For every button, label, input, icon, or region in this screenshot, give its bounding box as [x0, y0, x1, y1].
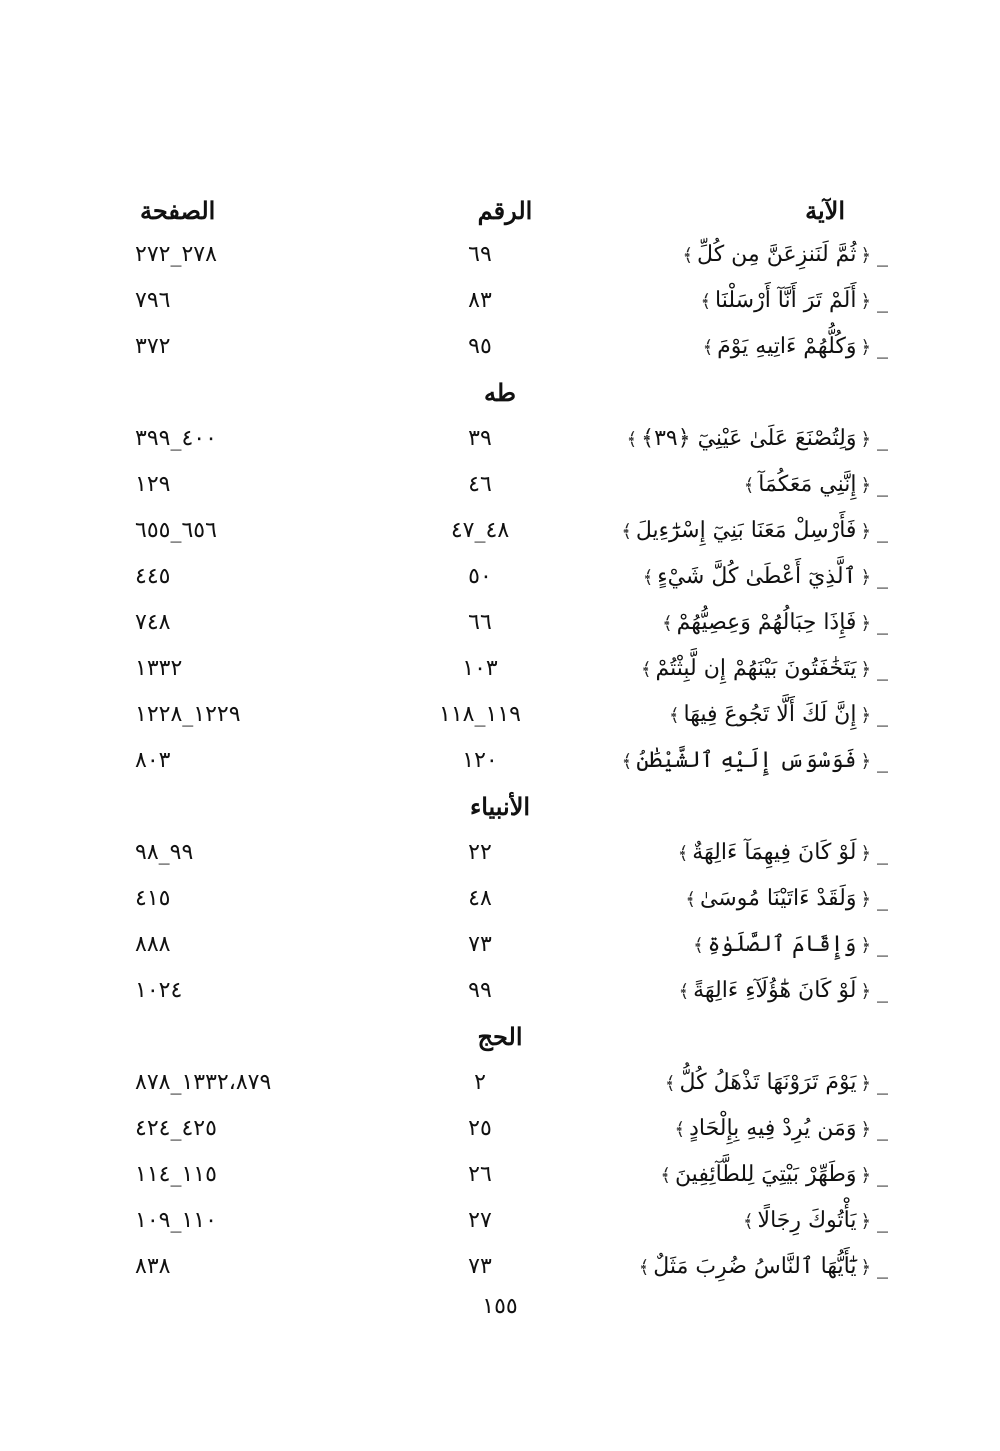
ornate-bracket-open-icon: ﴿: [860, 521, 871, 542]
verse-text: وَكُلُّهُمْ ءَاتِيهِ يَوْمَ: [717, 334, 857, 359]
dash-marker: _: [877, 564, 888, 589]
verse-cell: [639, 1252, 888, 1283]
ornate-bracket-open-icon: ﴿: [860, 1257, 871, 1278]
verse-number-cell: ٧٣: [468, 1254, 492, 1279]
verse-cell: [685, 884, 888, 915]
page-ref-cell: ٤٢٥_٤٢٤: [135, 1116, 217, 1141]
page-ref-cell: ١١٠_١٠٩: [135, 1208, 217, 1233]
ornate-bracket-open-icon: ﴿: [860, 1073, 871, 1094]
ornate-bracket-close-icon: ﴾: [677, 843, 689, 864]
page-ref-cell: ٤٠٠_٣٩٩: [135, 426, 217, 451]
verse-cell: [627, 424, 888, 455]
dash-marker: _: [877, 334, 888, 359]
dash-marker: _: [877, 978, 888, 1003]
table-row: [0, 1244, 1000, 1290]
ornate-bracket-open-icon: ﴿: [860, 705, 871, 726]
ornate-bracket-close-icon: ﴾: [742, 1211, 754, 1232]
table-row: [0, 1060, 1000, 1106]
ornate-bracket-open-icon: ﴿: [860, 429, 871, 450]
page-ref-cell: ٨٠٣: [135, 748, 171, 773]
verse-text: أَلَمْ تَرَ أَنَّآ أَرْسَلْنَا: [715, 288, 857, 313]
verse-text: إِنَّنِي مَعَكُمَآ: [758, 472, 857, 497]
page-ref-cell: ١٢٢٩_١٢٢٨: [135, 702, 241, 727]
verse-cell: [641, 654, 888, 685]
verse-number-cell: ٢٥: [468, 1116, 492, 1141]
ornate-bracket-close-icon: ﴾: [700, 291, 712, 312]
verse-cell: [744, 470, 888, 501]
page-ref-cell: ١٠٢٤: [135, 978, 183, 1003]
section-title: الأنبياء: [469, 792, 531, 821]
verse-number-cell: ١٢٠: [462, 748, 498, 773]
section-heading-row: [0, 1014, 1000, 1060]
ornate-bracket-open-icon: ﴿: [860, 981, 871, 1002]
ornate-bracket-close-icon: ﴾: [682, 245, 694, 266]
page-ref-cell: ١٣٣٢: [135, 656, 183, 681]
table-row: [0, 1152, 1000, 1198]
verse-number-cell: ٢: [474, 1070, 486, 1095]
verse-cell: [643, 562, 888, 593]
verse-cell: [660, 1160, 888, 1191]
ornate-bracket-open-icon: ﴿: [860, 935, 871, 956]
ornate-bracket-close-icon: ﴾: [685, 889, 696, 910]
dash-marker: _: [877, 1208, 888, 1233]
dash-marker: _: [877, 656, 888, 681]
ornate-bracket-open-icon: ﴿: [860, 843, 871, 864]
verse-cell: [743, 1206, 888, 1237]
table-row: [0, 830, 1000, 876]
header-number: الرقم: [477, 196, 533, 225]
section-heading-row: [0, 784, 1000, 830]
page-ref-cell: ١٢٩: [135, 472, 171, 497]
verse-number-cell: ٤٨: [468, 886, 492, 911]
ornate-bracket-open-icon: ﴿: [860, 751, 871, 772]
verse-text: ٱلَّذِيٓ أَعْطَىٰ كُلَّ شَيْءٍ: [657, 564, 857, 589]
dash-marker: _: [877, 518, 888, 543]
verse-cell: [675, 1114, 888, 1145]
ornate-bracket-close-icon: ﴾: [621, 521, 632, 542]
dash-marker: _: [877, 932, 888, 957]
table-row: [0, 738, 1000, 784]
verse-cell: [703, 332, 888, 363]
verse-text: وَمَن يُرِدْ فِيهِ بِإِلْحَادٍ: [689, 1116, 857, 1141]
ornate-bracket-close-icon: ﴾: [640, 659, 652, 680]
page-ref-cell: ١١٥_١١٤: [135, 1162, 217, 1187]
section-title: الحج: [477, 1022, 523, 1051]
dash-marker: _: [877, 1254, 888, 1279]
header-page: الصفحة: [140, 196, 216, 225]
ornate-bracket-open-icon: ﴿: [860, 659, 871, 680]
dash-marker: _: [877, 702, 888, 727]
table-row: [0, 1106, 1000, 1152]
table-row: [0, 416, 1000, 462]
dash-marker: _: [877, 748, 888, 773]
page-ref-cell: ٦٥٦_٦٥٥: [135, 518, 217, 543]
table-row: [0, 922, 1000, 968]
ornate-bracket-close-icon: ﴾: [662, 613, 673, 634]
table-row: [0, 1198, 1000, 1244]
table-row: [0, 508, 1000, 554]
verse-number-cell: ١١٩_١١٨: [439, 702, 521, 727]
ornate-bracket-close-icon: ﴾: [660, 1165, 671, 1186]
dash-marker: _: [877, 1070, 888, 1095]
verse-text: يَتَخَٰفَتُونَ بَيْنَهُمْ إِن لَّبِثْتُمْ: [655, 656, 857, 681]
table-row: [0, 600, 1000, 646]
verse-cell: [662, 608, 888, 639]
index-table: [0, 232, 1000, 1290]
verse-cell: [665, 1068, 888, 1099]
table-row: [0, 968, 1000, 1014]
verse-number-cell: ٢٢: [468, 840, 492, 865]
verse-cell: [622, 746, 888, 777]
ornate-bracket-close-icon: ﴾: [626, 429, 638, 450]
header-verse: الآية: [805, 196, 845, 225]
verse-text: وَلِتُصْنَعَ عَلَىٰ عَيْنِيٓ ﴿٣٩﴾: [641, 426, 857, 451]
ornate-bracket-open-icon: ﴿: [860, 475, 871, 496]
verse-number-cell: ٢٦: [468, 1162, 492, 1187]
verse-number-cell: ١٠٣: [462, 656, 498, 681]
ornate-bracket-close-icon: ﴾: [702, 337, 714, 358]
ornate-bracket-close-icon: ﴾: [664, 1073, 676, 1094]
verse-cell: [678, 838, 888, 869]
table-row: [0, 646, 1000, 692]
ornate-bracket-open-icon: ﴿: [860, 889, 871, 910]
section-title: طه: [484, 378, 516, 407]
verse-cell: [669, 700, 888, 731]
verse-text: فَوَسْوَسَ إِلَيْهِ ٱلشَّيْطَٰنُ: [636, 748, 857, 773]
dash-marker: _: [877, 1116, 888, 1141]
verse-number-cell: ٦٩: [468, 242, 492, 267]
verse-number-cell: ٨٣: [468, 288, 492, 313]
ornate-bracket-open-icon: ﴿: [860, 1165, 871, 1186]
dash-marker: _: [877, 242, 888, 267]
dash-marker: _: [877, 426, 888, 451]
ornate-bracket-open-icon: ﴿: [860, 1119, 871, 1140]
ornate-bracket-close-icon: ﴾: [674, 1119, 686, 1140]
table-row: [0, 324, 1000, 370]
ornate-bracket-close-icon: ﴾: [642, 567, 654, 588]
ornate-bracket-close-icon: ﴾: [668, 705, 680, 726]
page-ref-cell: ٧٩٦: [135, 288, 171, 313]
verse-number-cell: ٦٦: [468, 610, 492, 635]
verse-text: وَطَهِّرْ بَيْتِيَ لِلطَّآئِفِينَ: [674, 1162, 857, 1187]
page-ref-cell: ٢٧٨_٢٧٢: [135, 242, 217, 267]
page-ref-cell: ١٣٣٢،٨٧٩_٨٧٨: [135, 1070, 272, 1095]
verse-text: لَوْ كَانَ هَٰٓؤُلَآءِ ءَالِهَةً: [693, 978, 857, 1003]
ornate-bracket-close-icon: ﴾: [678, 981, 690, 1002]
ornate-bracket-open-icon: ﴿: [860, 291, 871, 312]
page-ref-cell: ٩٩_٩٨: [135, 840, 194, 865]
section-heading-row: [0, 370, 1000, 416]
verse-text: فَأَرْسِلْ مَعَنَا بَنِيٓ إِسْرَٰٓءِيلَ: [635, 518, 857, 543]
dash-marker: _: [877, 288, 888, 313]
ornate-bracket-close-icon: ﴾: [743, 475, 755, 496]
table-row: [0, 232, 1000, 278]
ornate-bracket-open-icon: ﴿: [860, 337, 871, 358]
verse-text: إِنَّ لَكَ أَلَّا تَجُوعَ فِيهَا: [683, 702, 857, 727]
ornate-bracket-close-icon: ﴾: [621, 751, 633, 772]
verse-text: يَوْمَ تَرَوْنَهَا تَذْهَلُ كُلُّ: [679, 1070, 857, 1095]
verse-text: ثُمَّ لَنَنزِعَنَّ مِن كُلِّ: [697, 242, 857, 267]
page-ref-cell: ٣٧٢: [135, 334, 171, 359]
verse-cell: [693, 930, 888, 961]
verse-text: يَأْتُوكَ رِجَالًا: [757, 1208, 857, 1233]
ornate-bracket-open-icon: ﴿: [860, 1211, 871, 1232]
verse-text: وَلَقَدْ ءَاتَيْنَا مُوسَىٰ: [699, 886, 857, 911]
dash-marker: _: [877, 840, 888, 865]
dash-marker: _: [877, 610, 888, 635]
verse-number-cell: ٧٣: [468, 932, 492, 957]
verse-text: وَإِقَامَ ٱلصَّلَوٰةِ: [707, 932, 857, 957]
verse-number-cell: ٢٧: [468, 1208, 492, 1233]
verse-text: لَوْ كَانَ فِيهِمَآ ءَالِهَةٌ: [692, 840, 857, 865]
verse-cell: [679, 976, 888, 1007]
verse-number-cell: ٩٥: [468, 334, 492, 359]
verse-text: فَإِذَا حِبَالُهُمْ وَعِصِيُّهُمْ: [676, 610, 857, 635]
page-ref-cell: ٨٨٨: [135, 932, 171, 957]
verse-number-cell: ٣٩: [468, 426, 492, 451]
page-ref-cell: ٨٣٨: [135, 1254, 171, 1279]
page-ref-cell: ٤٤٥: [135, 564, 171, 589]
page-number: ١٥٥: [482, 1294, 518, 1319]
dash-marker: _: [877, 472, 888, 497]
table-row: [0, 462, 1000, 508]
ornate-bracket-open-icon: ﴿: [860, 613, 871, 634]
table-row: [0, 692, 1000, 738]
verse-number-cell: ٩٩: [468, 978, 492, 1003]
table-row: [0, 278, 1000, 324]
verse-number-cell: ٥٠: [468, 564, 492, 589]
ornate-bracket-open-icon: ﴿: [860, 567, 871, 588]
table-row: [0, 554, 1000, 600]
table-row: [0, 876, 1000, 922]
verse-number-cell: ٤٨_٤٧: [450, 518, 510, 543]
dash-marker: _: [877, 886, 888, 911]
ornate-bracket-close-icon: ﴾: [693, 935, 704, 956]
page-ref-cell: ٧٤٨: [135, 610, 171, 635]
verse-number-cell: ٤٦: [468, 472, 492, 497]
page-ref-cell: ٤١٥: [135, 886, 171, 911]
dash-marker: _: [877, 1162, 888, 1187]
ornate-bracket-open-icon: ﴿: [860, 245, 871, 266]
ornate-bracket-close-icon: ﴾: [638, 1257, 650, 1278]
verse-cell: [683, 240, 889, 271]
verse-cell: [700, 286, 888, 317]
verse-text: يَٰٓأَيُّهَا ٱلنَّاسُ ضُرِبَ مَثَلٌ: [653, 1254, 857, 1279]
verse-cell: [621, 516, 888, 547]
